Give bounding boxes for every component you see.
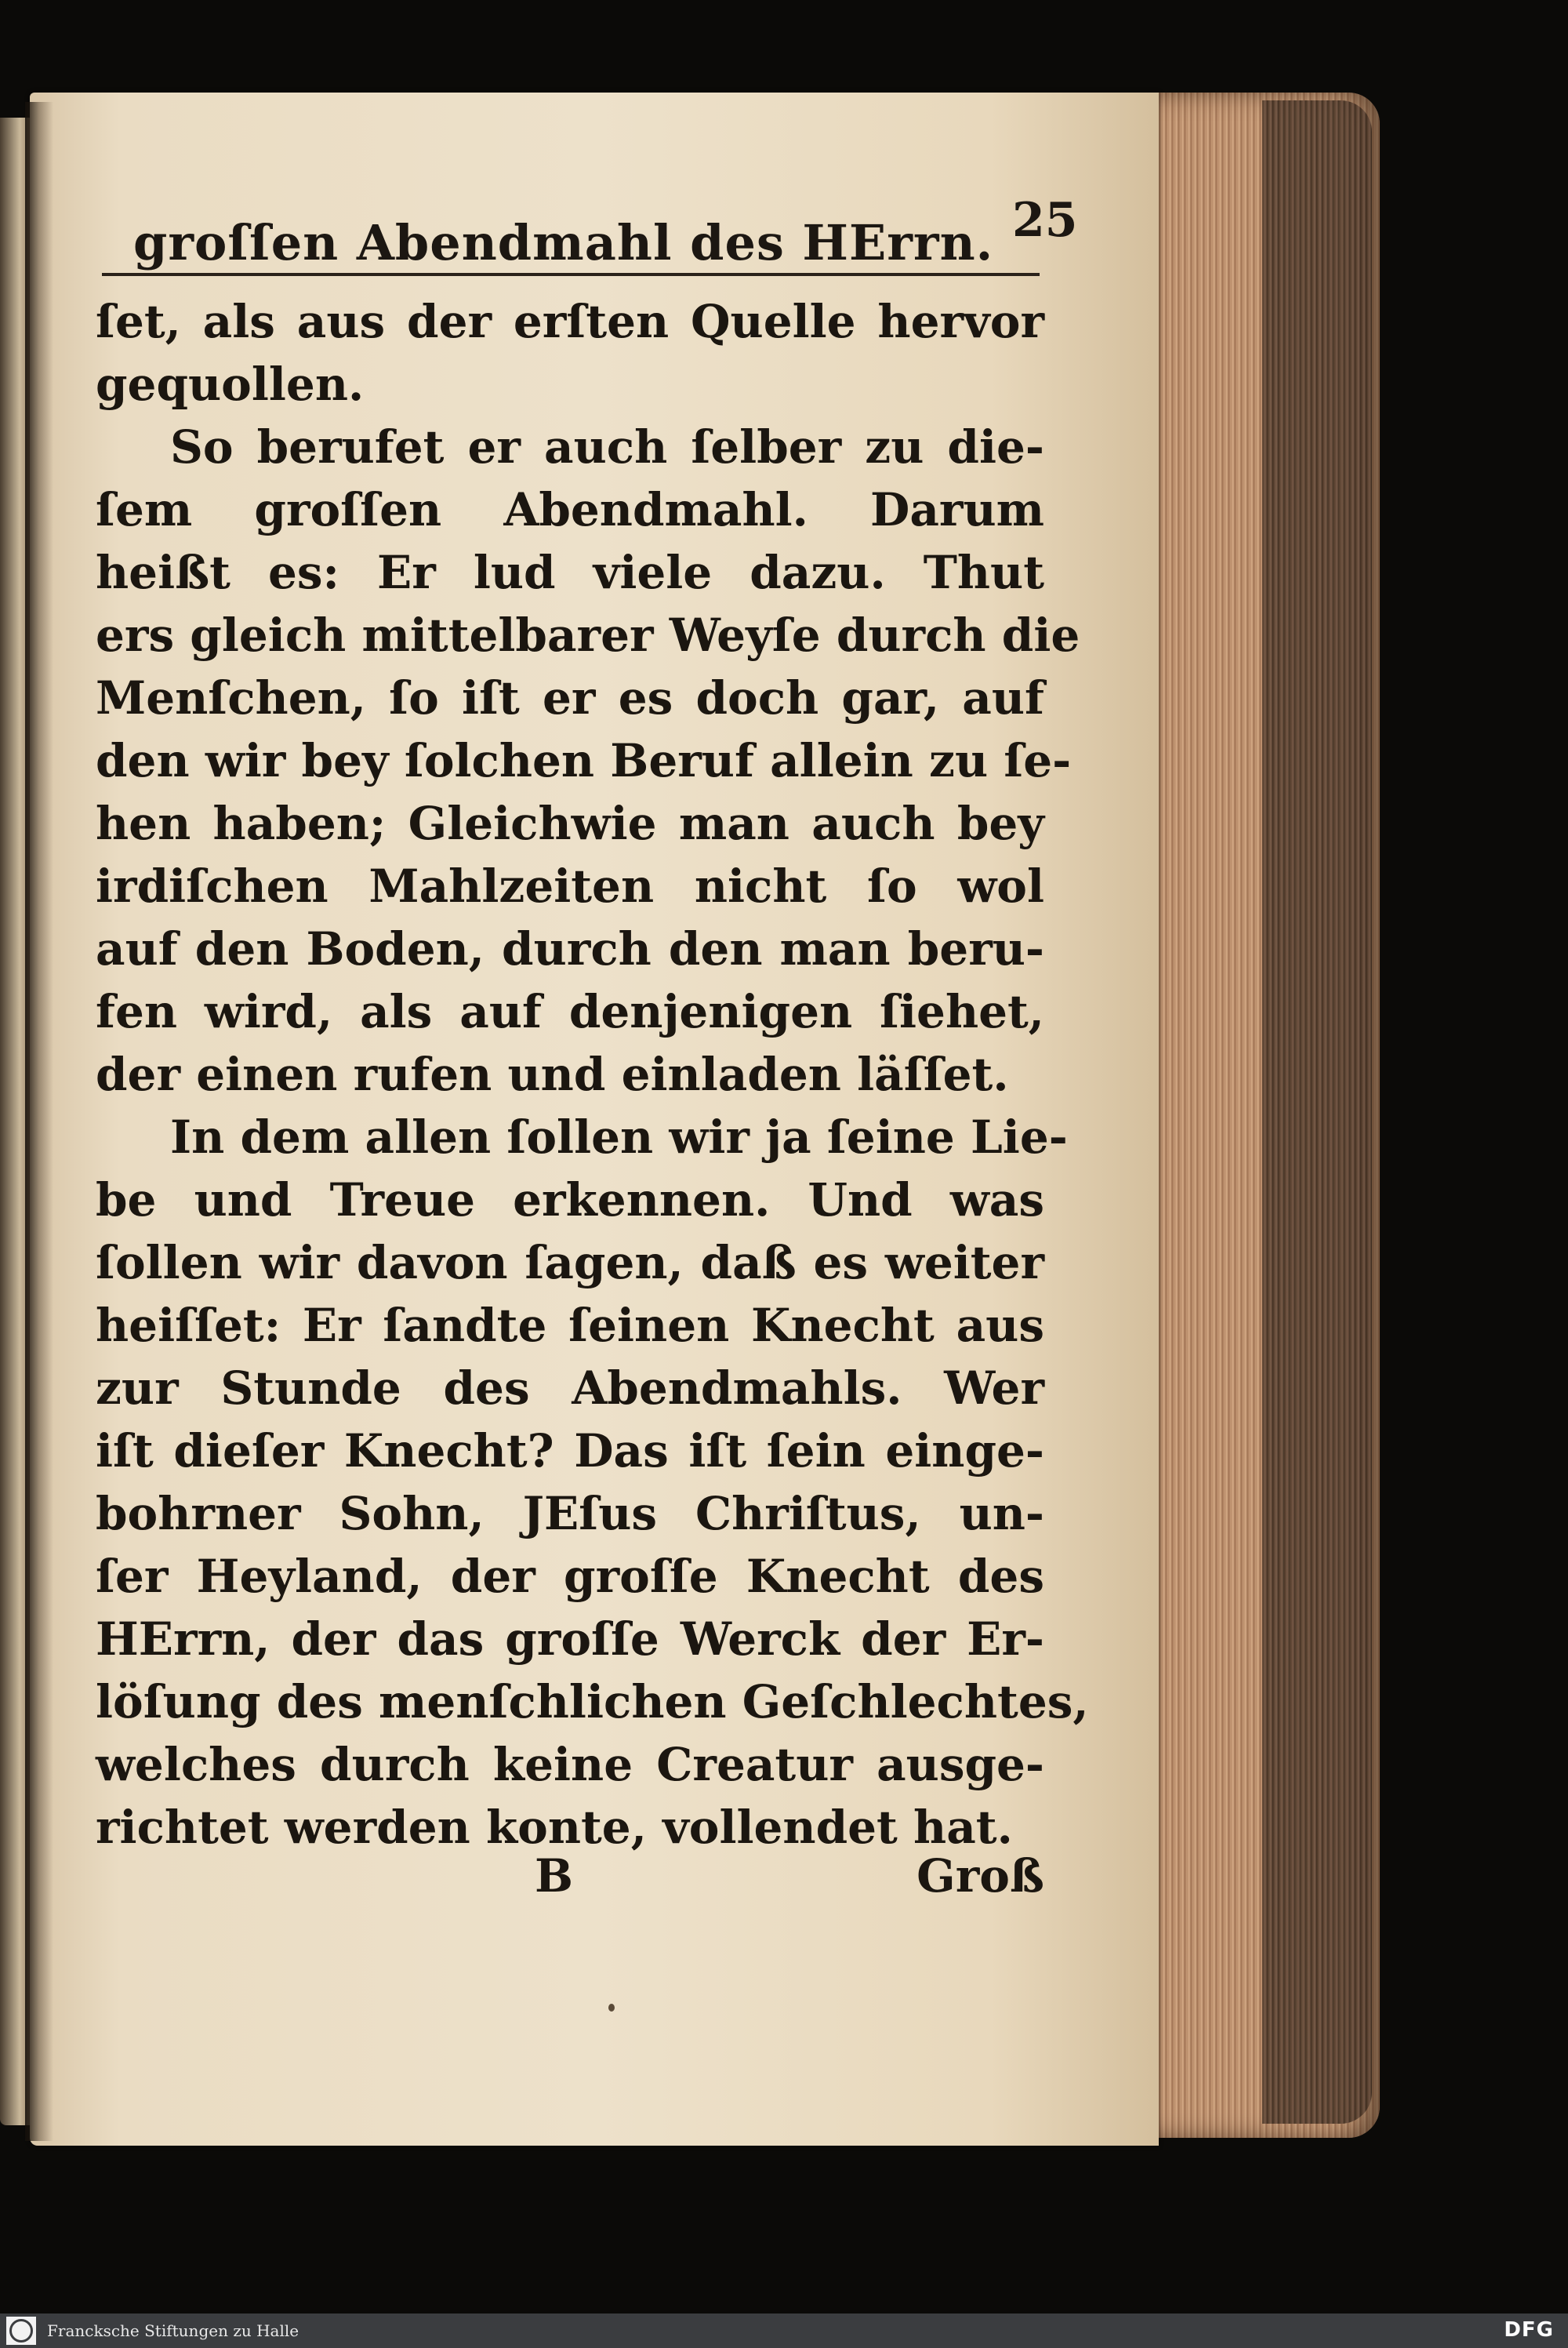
signature-mark: B [535, 1849, 574, 1903]
text-line: In dem allen ſollen wir ja ſeine Lie- [170, 1110, 1068, 1164]
institution-name: Francksche Stiftungen zu Halle [47, 2321, 299, 2340]
dfg-logo: DFG [1504, 2318, 1554, 2342]
ink-speck [608, 2004, 615, 2012]
text-line: fen wird, als auf denjenigen ſiehet, [96, 985, 1044, 1038]
text-line: HErrn, der das groſſe Werck der Er- [96, 1612, 1044, 1666]
text-line: ers gleich mittelbarer Weyſe durch die [96, 609, 1080, 662]
running-header [133, 185, 1074, 271]
status-bar [0, 2313, 1568, 2348]
text-line: heiſſet: Er ſandte ſeinen Knecht aus [96, 1299, 1044, 1352]
text-line: ſet, als aus der erſten Quelle hervor [96, 295, 1044, 348]
text-line: richtet werden konte, vollendet hat. [96, 1801, 1013, 1854]
text-line: zur Stunde des Abendmahls. Wer [96, 1361, 1044, 1415]
text-line: bohrner Sohn, JEſus Chriſtus, un- [96, 1487, 1044, 1540]
text-line: welches durch keine Creatur ausge- [96, 1738, 1044, 1791]
text-line: gequollen. [96, 358, 365, 411]
text-line: ſollen wir davon ſagen, daß es weiter [96, 1236, 1044, 1289]
page-edges-shadow [1262, 100, 1372, 2124]
institution-logo-icon [6, 2317, 36, 2345]
text-line: ſem groſſen Abendmahl. Darum [96, 483, 1044, 536]
text-line: der einen rufen und einladen läſſet. [96, 1048, 1009, 1101]
binding-gutter [25, 102, 53, 2141]
text-line: hen haben; Gleichwie man auch bey [96, 797, 1044, 850]
text-line: den wir bey ſolchen Beruf allein zu ſe- [96, 734, 1072, 787]
header-rule [102, 273, 1040, 276]
text-line: ſer Heyland, der groſſe Knecht des [96, 1550, 1044, 1603]
text-line: Menſchen, ſo iſt er es doch gar, auf [96, 671, 1044, 725]
text-line: heißt es: Er lud viele dazu. Thut [96, 546, 1044, 599]
text-line: be und Treue erkennen. Und was [96, 1173, 1044, 1227]
catchword: Groß [916, 1849, 1044, 1903]
page-footer [96, 1849, 1044, 1920]
page-number: 25 [1012, 193, 1078, 248]
body-text [96, 290, 1089, 1859]
text-line: iſt dieſer Knecht? Das iſt ſein einge- [96, 1424, 1044, 1477]
text-line: So berufet er auch ſelber zu die- [170, 420, 1044, 474]
text-line: irdiſchen Mahlzeiten nicht ſo wol [96, 860, 1044, 913]
header-title: groſſen Abendmahl des HErrn. [133, 214, 994, 271]
text-line: löſung des menſchlichen Geſchlechtes, [96, 1675, 1089, 1728]
text-line: auf den Boden, durch den man beru- [96, 922, 1044, 976]
